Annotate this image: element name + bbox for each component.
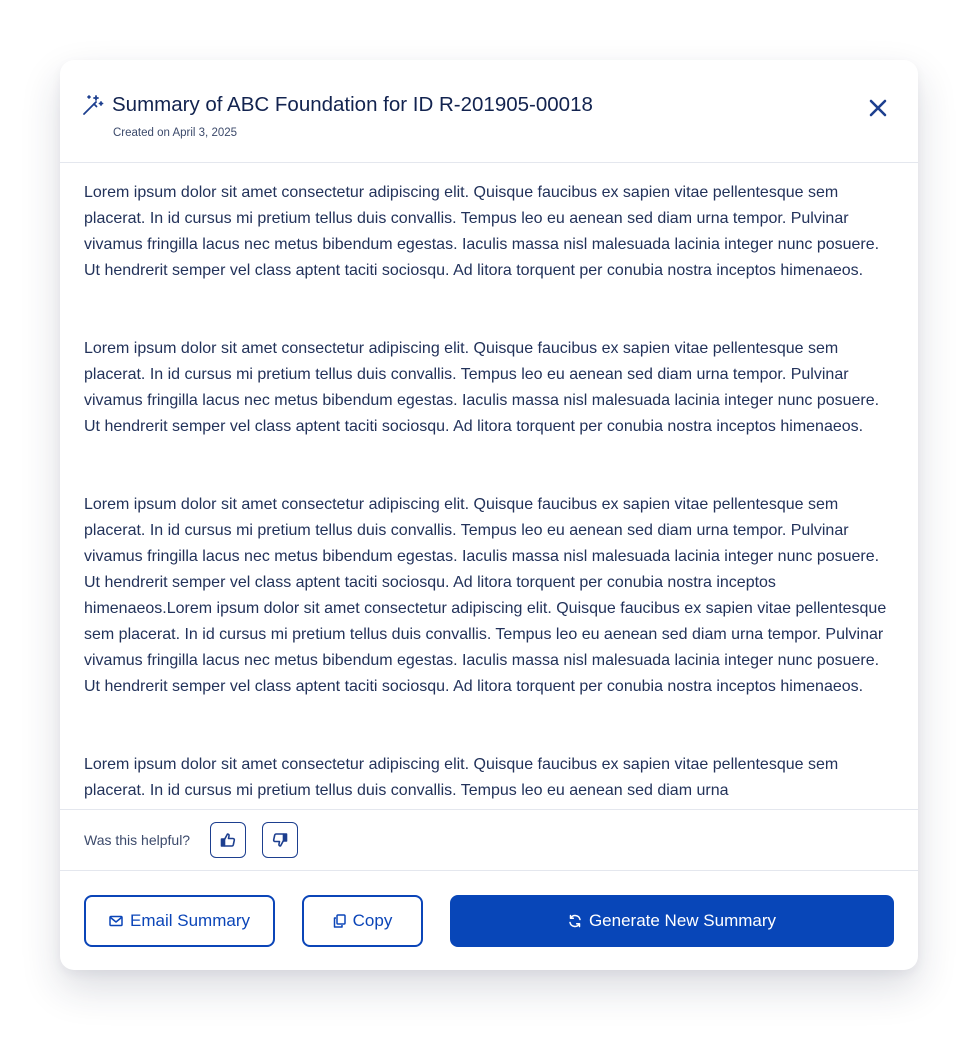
generate-new-summary-label: Generate New Summary	[588, 911, 777, 930]
modal-subtitle: Created on April 3, 2025	[113, 127, 238, 139]
summary-paragraph: Lorem ipsum dolor sit amet consectetur adipiscing elit. Quisque faucibus ex sapien vitae pellentesque sem placerat. In id cursus mi pretium tellus duis convallis. Tempus leo eu aenean sed diam urna	[84, 756, 839, 799]
email-summary-button[interactable]	[84, 895, 275, 947]
modal-header	[60, 60, 918, 163]
copy-label: Copy	[352, 911, 393, 930]
summary-paragraph: Lorem ipsum dolor sit amet consectetur adipiscing elit. Quisque faucibus ex sapien vitae pellentesque sem placerat. In id cursus mi pretium tellus duis convallis. Tempus leo eu aenean sed diam urna tempor. Pulvinar vivamus fringilla lacus nec metus bibendum egestas. Iaculis massa nisl malesuada lacinia integer nunc posuere. Ut hendrerit semper vel class aptent taciti sociosqu. Ad litora torquent per conubia nostra inceptos himenaeos.Lorem ipsum dolor sit amet consectetur adipiscing elit. Quisque faucibus ex sapien vitae pellentesque sem placerat. In id cursus mi pretium tellus duis convallis. Tempus leo eu aenean sed diam urna tempor. Pulvinar vivamus fringilla lacus nec metus bibendum egestas. Iaculis massa nisl malesuada lacinia integer nunc posuere. Ut hendrerit semper vel class aptent taciti sociosqu. Ad litora torquent per conubia nostra inceptos himenaeos.	[84, 496, 887, 695]
thumbs-down-icon	[272, 832, 288, 848]
summary-body[interactable]	[60, 163, 918, 809]
close-icon[interactable]	[866, 96, 890, 120]
copy-button[interactable]	[302, 895, 423, 947]
thumbs-down-button[interactable]	[262, 822, 298, 858]
refresh-icon	[568, 914, 582, 928]
generate-new-summary-button[interactable]	[450, 895, 894, 947]
modal-title: Summary of ABC Foundation for ID R-201905-00018	[112, 93, 593, 116]
mail-icon	[109, 915, 123, 927]
magic-wand-icon	[81, 93, 105, 117]
summary-modal	[60, 60, 918, 970]
thumbs-up-icon	[220, 832, 236, 848]
email-summary-label: Email Summary	[130, 911, 250, 930]
summary-paragraph: Lorem ipsum dolor sit amet consectetur adipiscing elit. Quisque faucibus ex sapien vitae pellentesque sem placerat. In id cursus mi pretium tellus duis convallis. Tempus leo eu aenean sed diam urna tempor. Pulvinar vivamus fringilla lacus nec metus bibendum egestas. Iaculis massa nisl malesuada lacinia integer nunc posuere. Ut hendrerit semper vel class aptent taciti sociosqu. Ad litora torquent per conubia nostra inceptos himenaeos.	[84, 340, 880, 435]
thumbs-up-button[interactable]	[210, 822, 246, 858]
feedback-label: Was this helpful?	[84, 832, 191, 848]
summary-paragraph: Lorem ipsum dolor sit amet consectetur adipiscing elit. Quisque faucibus ex sapien vitae pellentesque sem placerat. In id cursus mi pretium tellus duis convallis. Tempus leo eu aenean sed diam urna tempor. Pulvinar vivamus fringilla lacus nec metus bibendum egestas. Iaculis massa nisl malesuada lacinia integer nunc posuere. Ut hendrerit semper vel class aptent taciti sociosqu. Ad litora torquent per conubia nostra inceptos himenaeos.	[84, 184, 880, 279]
feedback-bar	[60, 809, 918, 871]
copy-icon	[333, 914, 346, 928]
